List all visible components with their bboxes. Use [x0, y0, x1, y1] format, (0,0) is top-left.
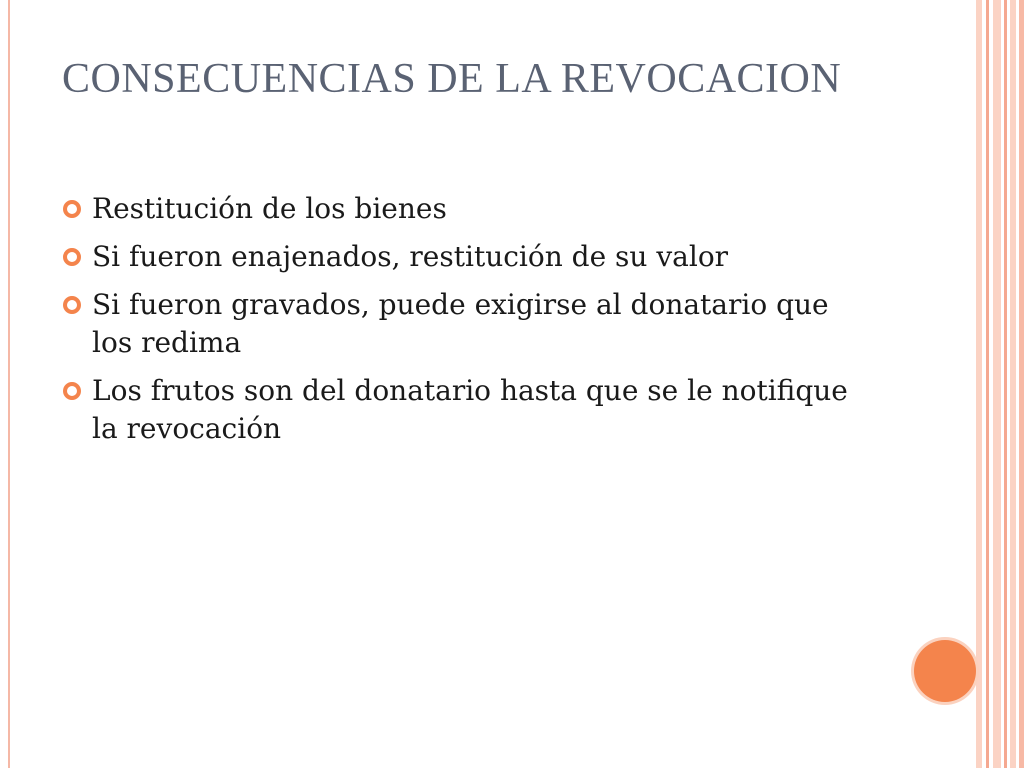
list-item	[62, 286, 862, 362]
bullet-list	[62, 190, 862, 458]
slide-title: CONSECUENCIAS DE LA REVOCACION	[62, 56, 842, 102]
bullet-text: Si fueron gravados, puede exigirse al donatario que los redima	[92, 288, 829, 359]
bullet-text: Los frutos son del donatario hasta que se le notifique la revocación	[92, 374, 848, 445]
bullet-icon	[62, 199, 82, 219]
list-item	[62, 238, 862, 276]
bullet-icon	[62, 381, 82, 401]
bullet-text: Restitución de los bienes	[92, 192, 447, 225]
left-border-line	[8, 0, 10, 768]
bullet-icon	[62, 295, 82, 315]
list-item	[62, 190, 862, 228]
right-decorative-stripes	[976, 0, 1024, 768]
list-item	[62, 372, 862, 448]
orange-circle-decoration	[914, 640, 976, 702]
bullet-text: Si fueron enajenados, restitución de su valor	[92, 240, 729, 273]
bullet-icon	[62, 247, 82, 267]
